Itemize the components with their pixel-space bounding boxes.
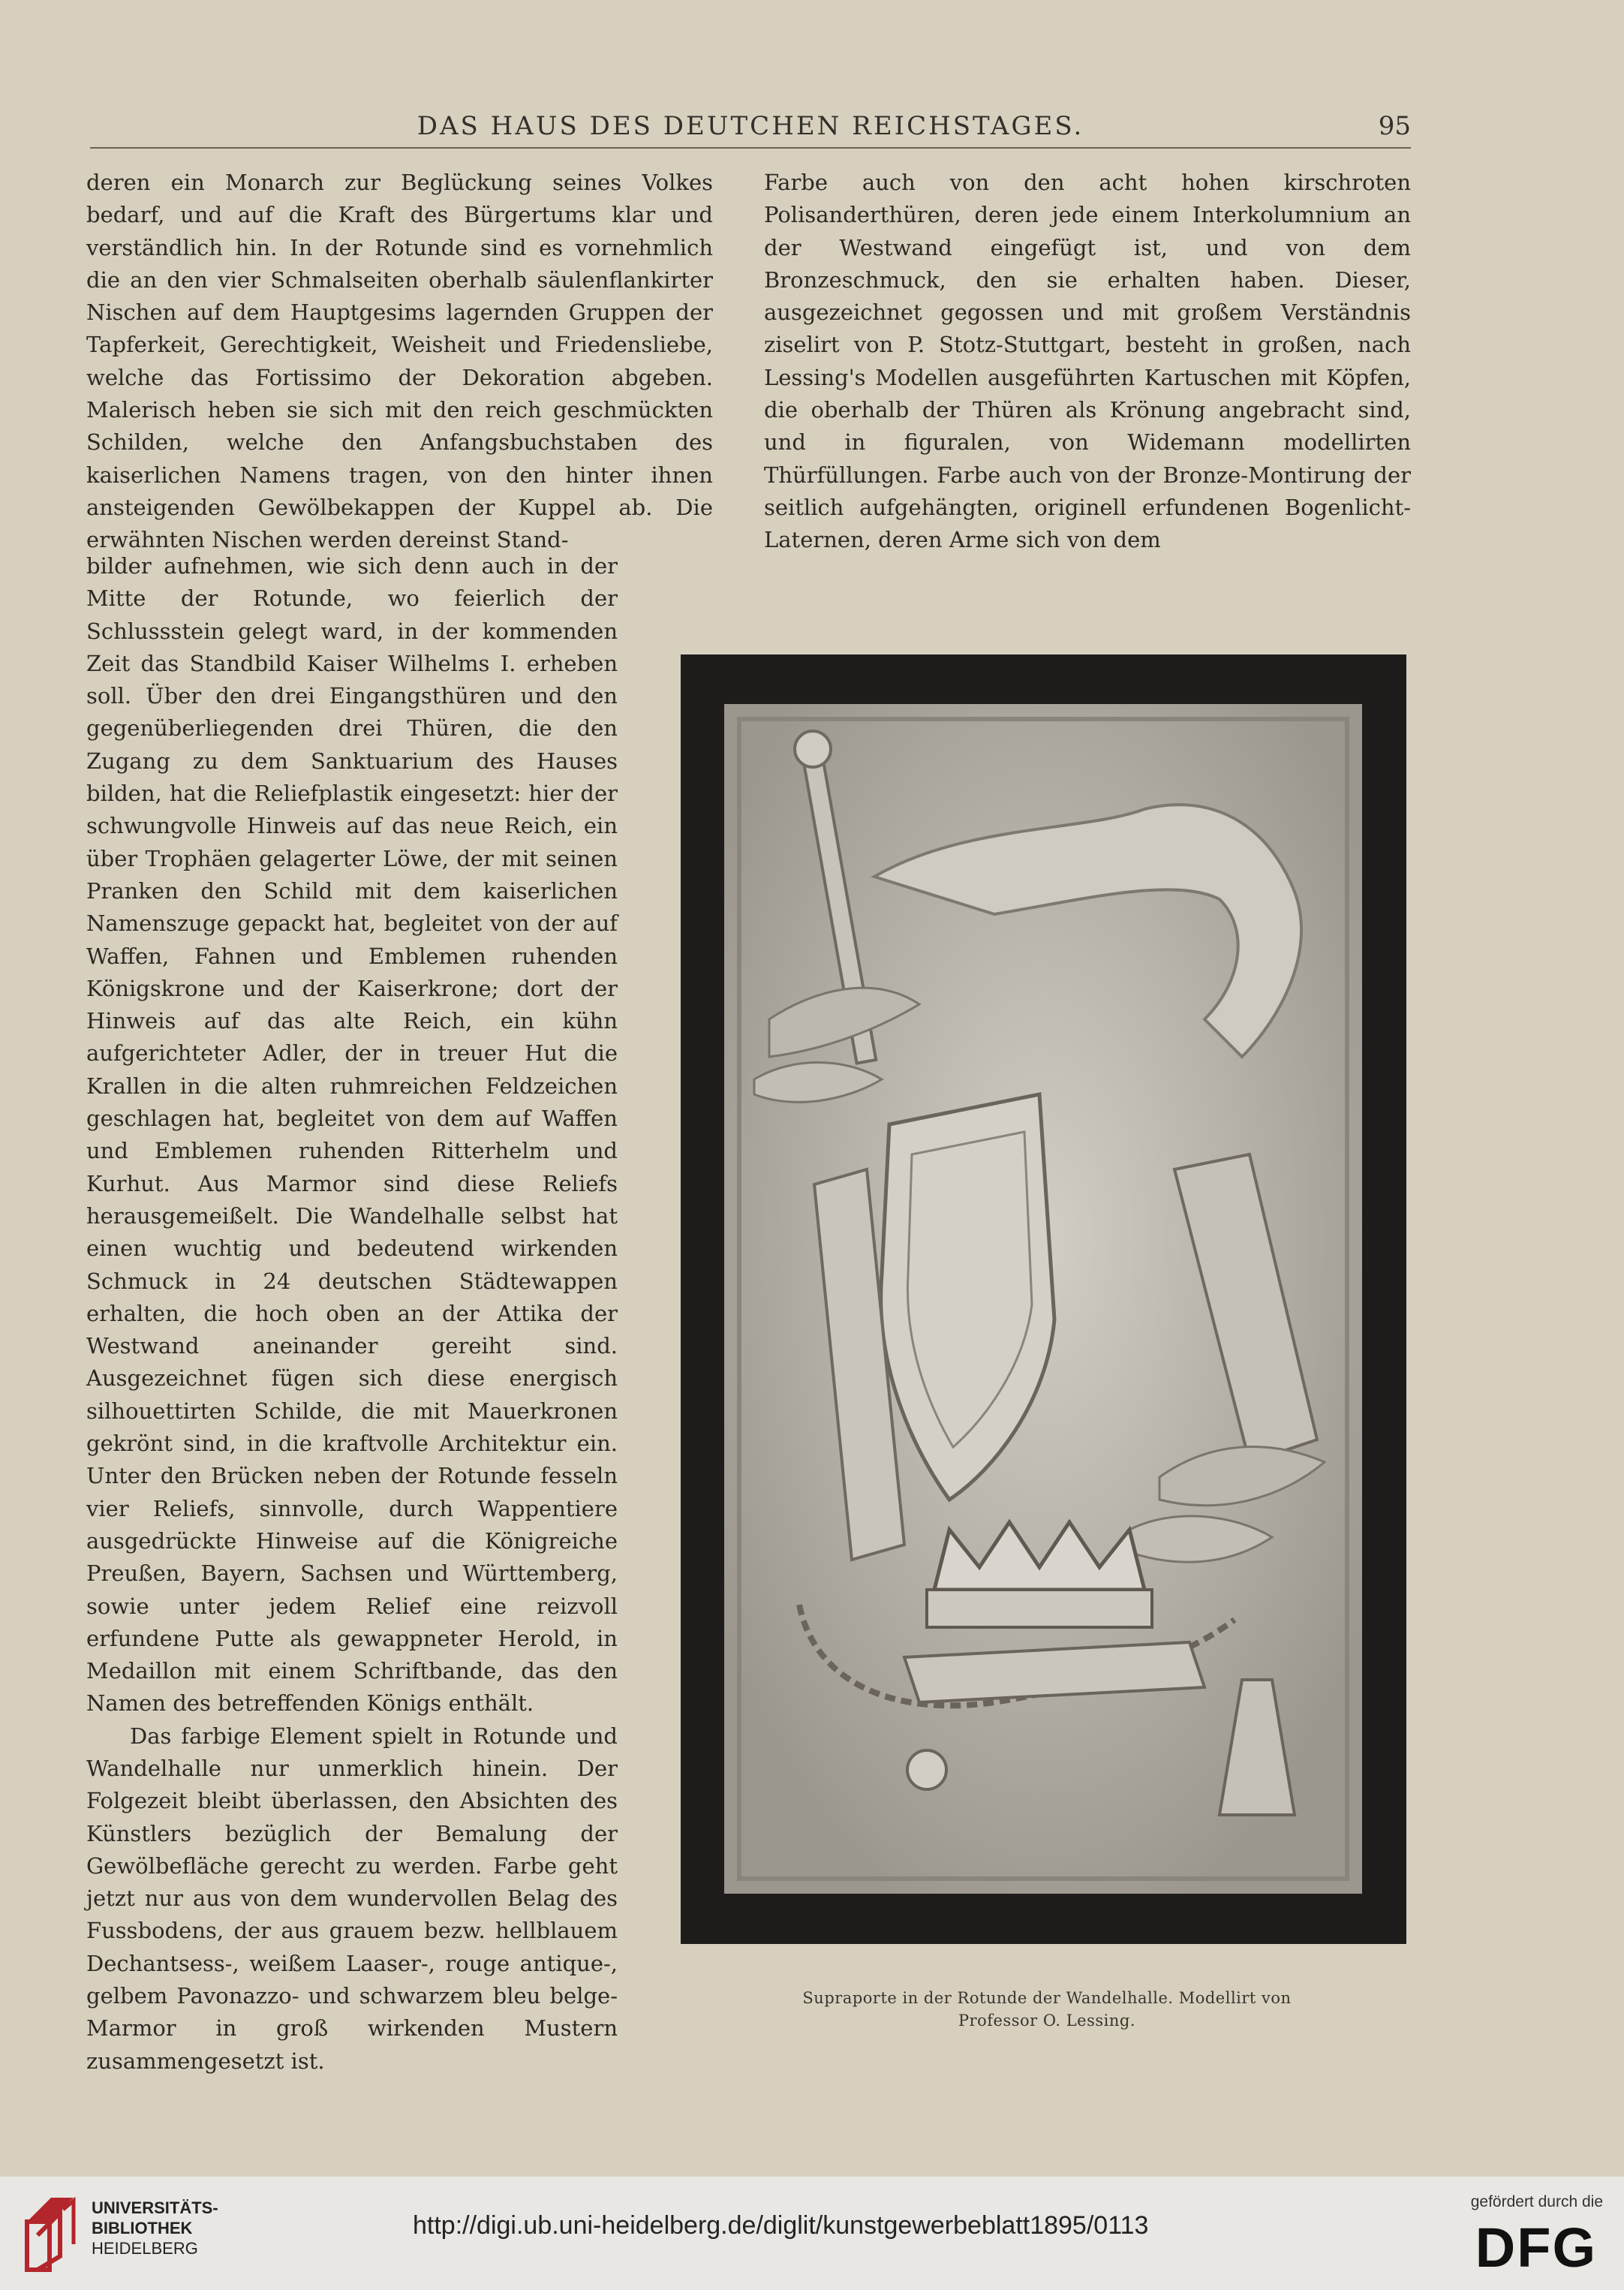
left-column-narrow: [86, 550, 618, 2078]
university-library-logo-icon[interactable]: [21, 2192, 80, 2276]
body-paragraph: bilder aufnehmen, wie sich denn auch in der Mitte der Rotunde, wo feierlich der Schlussstein gelegt ward, in der kommenden Zeit das Standbild Kaiser Wilhelms I. erheben soll. Über den drei Eingangsthüren und den gegenüberliegenden drei Thüren, die den Zugang zu dem Sanktuarium des Hauses bilden, hat die Reliefplastik eingesetzt: hier der schwungvolle Hinweis auf das neue Reich, ein über Trophäen gelagerter Löwe, der mit seinen Pranken den Schild mit dem kaiserlichen Namenszuge gepackt hat, begleitet von der auf Waffen, Fahnen und Emblemen ruhenden Königskrone und der Kaiserkrone; dort der Hinweis auf das alte Reich, ein kühn aufgerichteter Adler, der in treuer Hut die Krallen in die alten ruhmreichen Feldzeichen geschlagen hat, begleitet von dem auf Waffen und Emblemen ruhenden Ritterhelm und Kurhut. Aus Marmor sind diese Reliefs herausgemeißelt. Die Wandelhalle selbst hat einen wuchtig und bedeutend wirkenden Schmuck in 24 deutschen Städtewappen erhalten, die hoch oben an der Attika der Westwand aneinander gereiht sind. Ausgezeichnet fügen sich diese energisch silhouettirten Schilde, die mit Mauerkronen gekrönt sind, in die kraftvolle Architektur ein. Unter den Brücken neben der Rotunde fesseln vier Reliefs, sinnvolle, durch Wappentiere ausgedrückte Hinweise auf die Königreiche Preußen, Bayern, Sachsen und Württemberg, sowie unter jedem Relief eine reizvoll erfundene Putte als gewappneter Herold, in Medaillon mit einem Schriftbande, das den Namen des betreffenden Königs enthält.: [86, 553, 618, 1717]
viewer-footer: [0, 2177, 1624, 2290]
body-paragraph: Farbe auch von den acht hohen kirschroten Polisanderthüren, deren jede einem Interkolumnium an der Westwand eingefügt ist, und von dem Bronzeschmuck, den sie erhalten haben. Dieser, ausgezeichnet gegossen und mit großem Verständnis ziselirt von P. Stotz-Stuttgart, besteht in großen, nach Lessing's Modellen ausgeführten Kartuschen mit Köpfen, die oberhalb der Thüren als Krönung angebracht sind, und in figuralen, von Widemann modellirten Thürfüllungen. Farbe auch von der Bronze-Montirung der seitlich aufgehängten, originell erfundenen Bogenlicht-Laternen, deren Arme sich von dem: [764, 170, 1411, 553]
library-name-line: HEIDELBERG: [92, 2239, 198, 2258]
dfg-logo[interactable]: DFG: [1475, 2216, 1597, 2279]
library-name[interactable]: [92, 2198, 218, 2258]
left-column-top: [86, 167, 713, 557]
page-number: 95: [1378, 111, 1411, 141]
relief-illustration: [724, 704, 1362, 1894]
funded-by-label: gefördert durch die: [1470, 2193, 1603, 2210]
library-name-line: BIBLIOTHEK: [92, 2219, 193, 2237]
body-paragraph: Das farbige Element spielt in Rotunde und Wandelhalle nur unmerklich hinein. Der Folgezeit bleibt überlassen, den Absichten des Künstlers bezüglich der Bemalung der Gewölbefläche gerecht zu werden. Farbe geht jetzt nur aus von dem wundervollen Belag des Fussbodens, der aus grauem bezw. hellblauem Dechantsess-, weißem Laaser-, rouge antique-, gelbem Pavonazzo- und schwarzem bleu belge-Marmor in groß wirkenden Mustern zusammengesetzt ist.: [86, 1723, 618, 2074]
right-column-top: [764, 167, 1411, 557]
relief-image: [724, 704, 1362, 1894]
running-header: [90, 111, 1411, 149]
caption-line: Professor O. Lessing.: [958, 2012, 1136, 2030]
caption-line: Supraporte in der Rotunde der Wandelhalle. Modellirt von: [802, 1989, 1292, 2007]
relief-photograph: [681, 655, 1406, 1944]
library-name-line: UNIVERSITÄTS-: [92, 2198, 218, 2217]
permalink-url[interactable]: http://digi.ub.uni-heidelberg.de/diglit/kunstgewerbeblatt1895/0113: [413, 2211, 1149, 2240]
running-title: DAS HAUS DES DEUTCHEN REICHSTAGES.: [417, 111, 1084, 141]
figure-caption: [728, 1987, 1366, 2032]
body-paragraph: deren ein Monarch zur Beglückung seines Volkes bedarf, und auf die Kraft des Bürgertums klar und verständlich hin. In der Rotunde sind es vornehmlich die an den vier Schmalseiten oberhalb säulenflankirter Nischen auf dem Hauptgesims lagernden Gruppen der Tapferkeit, Gerechtigkeit, Weisheit und Friedensliebe, welche das Fortissimo der Dekoration abgeben. Malerisch heben sie sich mit den reich geschmückten Schilden, welche den Anfangsbuchstaben des kaiserlichen Namens tragen, von den hinter ihnen ansteigenden Gewölbekappen der Kuppel ab. Die erwähnten Nischen werden dereinst Stand-: [86, 170, 713, 553]
